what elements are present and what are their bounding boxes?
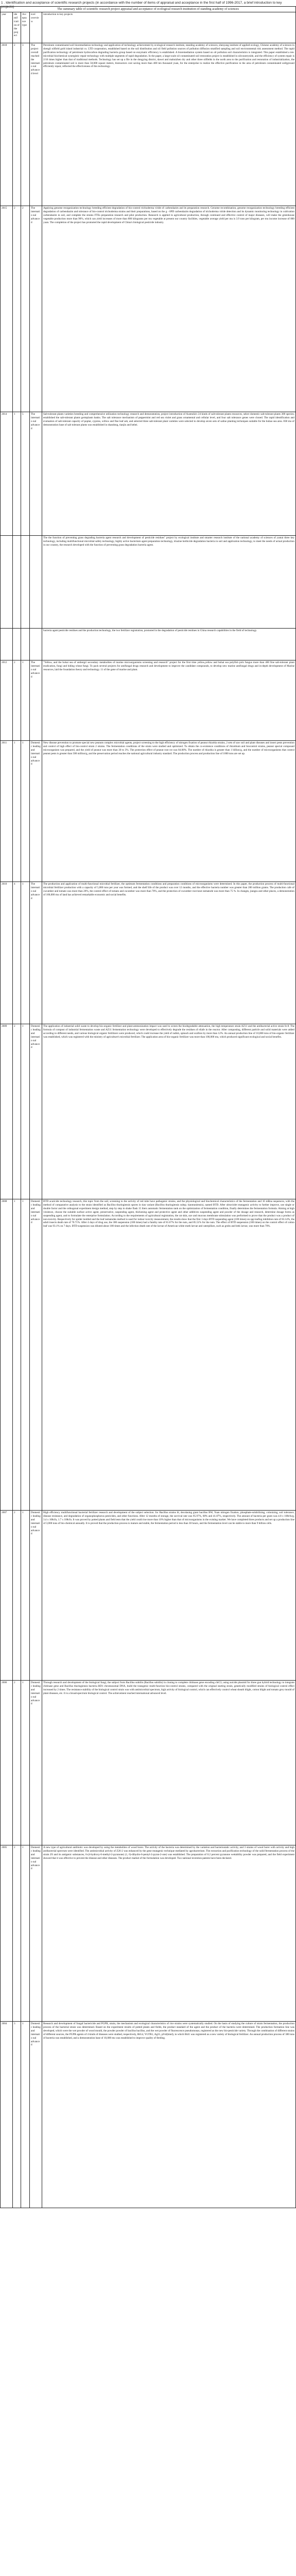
cell-level: The internatio nal advanced xyxy=(30,882,42,1024)
cell-identification xyxy=(13,536,21,629)
cell-year: 2007 xyxy=(1,1511,13,1681)
introduction-text: "Yellow, and the bohai sea of ambergri secondary metabolites of marine microorganisms screening and research" project for the first time yellow,yellow and bohai sea polyfish pick fungus more than 400 fine salt-tolerant plant eradication, fungi and hiding wheat fungi. To pack several projects for antifungal drugs research and development to improve the candidate compounds, to develop new marine antifungal drugs and in-depth development of Marine resources, laid the foundation theory and technology. 11 of the gene of marine and plant. xyxy=(43,661,294,671)
introduction-text: The application of industrial solid waste to develop bio-organic fertilizer and plant-ammonization impact was used to screen the biodegradable attenuation, the high temperature strain AZ11 and the antibacterial active strain fe-8. The formula of compost of industrial fermentation waste and AZ11 fermentation technology were developed to effectively degrade the residues of eliafe in the reactor. After composting, different particle and solid materials were added according to different needs, and various biological organic fertilizers were produced, which could increase the yield of radish, spinach and scallion by more than 12%. An annual production line of 10,000 tons of bio-organic fertilizer was established, which was registered with the ministry of agriculture's microbial fertilizer. The application area of bio-organic fertilizer was more than 100,000 mu, which produced significant ecological and social benefits. xyxy=(43,1025,294,1039)
cell-level: Domestic leading and internatio nal advanced xyxy=(30,1024,42,1199)
cell-acceptance-type xyxy=(21,536,30,629)
cell-year: 2005 xyxy=(1,1845,13,2022)
table-summary-title: The summary table of scientific research project appraisal and acceptance of ecological research institution of standing academy of sciences xyxy=(1,7,296,12)
cell-acceptance-type: 3 xyxy=(21,43,30,206)
cell-year: 2008 xyxy=(1,1199,13,1511)
cell-acceptance-type: 1 xyxy=(21,1845,30,2022)
table-row xyxy=(1,43,296,206)
cell-identification: 2 xyxy=(13,43,21,206)
table-row xyxy=(1,206,296,412)
table-row xyxy=(1,660,296,741)
cell-acceptance-type: 1 xyxy=(21,1024,30,1199)
cell-introduction xyxy=(42,1681,296,1845)
introduction-text: Petroleum contaminated soil bioremediation technology and application of technology achievement by ecological research institute, standing academy of sciences, shenyang institute of applied ecology, Chinese academy of sciences in shengli oilfield gold island industrial co. LTD cooperation, established based on the soil distribution and oil field pollution sources of pollution diffusion stratified sampling and soil environmental risk assessment method. The rapid purification technology of petroleum hydrocarbon degrading bacteria group based on enzymatic efficiency is established. A bioremediation system based on oil pollution soil characteristics is integrated. This paper established a ten-microbial biochemical synergistic repair technology with multiple segments of rapid degradation. In the paper, a large-scale oil contaminated soil restoration project is established in oilcountryside, and the efficiency of system repair is 2/10 times higher than that of traditional methods. Technology has set up a file in the dongying district, dawei and mahuizhen dry and other three oilfields in the north area to the purification and restoration of industrialization, the petroleum contaminated soil is more than 50,000 square meters, bioreactors cost saving more than 400 ten thousand yuan, for the enterprise to realize the effective purification in the area of petroleum contaminated soil(ground efficiently repair, reflected the effectiveness of this technology. xyxy=(43,44,294,69)
cell-year: 2009 xyxy=(1,1024,13,1199)
cell-acceptance-type: 2 xyxy=(21,206,30,412)
cell-year: 2004 xyxy=(1,2022,13,2208)
cell-introduction xyxy=(42,741,296,882)
cell-identification: 2 xyxy=(13,206,21,412)
cell-year: 2012 xyxy=(1,660,13,741)
introduction-text: Applying genome reorganization technology breeding efficient degradation of bio-control trichoderma viride of carbendazim and its preparation research. Genome recombination, genome reorganization technology breeding efficient degradation of carbendazim and tolerance of bio-control trichoderma strains and their preparations, based on the g - 6PD carbendazim degradation of trichoderma viride detection and its dynamic monitoring technology in cultivation carbendazim in soil, and complete the strains FTEs preparation research and pilot production. Research is applied in agricultural production, through continued and effective control of major diseases, will make the greenhouse vegetable production more than 90%, which can yield increases of more than 800 kilograms per mu vegetable at present our country facilities, vegetable average yield per mu is 3.9 tons per kilogram, per mu income increase of 800 yuan. The completion of the project has promoted the rapid development of China's biological pesticide industry. xyxy=(43,207,294,224)
cell-introduction xyxy=(42,43,296,206)
cell-year: 2014 xyxy=(1,412,13,536)
cell-level: Domestic leading and internatio nal advanced xyxy=(30,2022,42,2208)
cell-introduction xyxy=(42,1024,296,1199)
cell-identification: 2 xyxy=(13,1511,21,1681)
cell-year xyxy=(1,536,13,629)
cell-introduction xyxy=(42,1511,296,1681)
cell-level: The internatio nal advanced xyxy=(30,206,42,412)
table-row xyxy=(1,2022,296,2208)
introduction-text: High efficiency multifunctional bacterial fertilizer research and development of the subject selection. for Bacillus strains bl, decolasing giant bacillus BW, Yuan nitrogen fixation, phosphate-solubilizing, colonizing, soil tolerance, disease resistance, and degradation of organophosphorus pesticides, and other functions. After 12 months of storage, the survival rate was 95.97%, 68% and 41.87%, respectively. The amount of bacteria per gram was 4.8 x 108cfu/g, 3.4 x 108cfu, 1.7 x 108cfu. It was proved by potted plants and field tests that the yield could rise more than 10% higher than that of microorganisms in the existing market. We have completed three products and set up a production line of 3,000 tons of bio-chemical annually. It is proved that the production process is mature and stable, the fermentation period is less than 30 hours, and the fermentation level can be stable to more than 9 billion cells. xyxy=(43,1511,294,1525)
table-row xyxy=(1,629,296,660)
cell-introduction xyxy=(42,2022,296,2208)
document-caption: 1 . Identification and acceptance of scientific research projects (in accordance with the number of items of appraisal and acceptance in the first half of 1996-2017, a brief introduction to key projects) xyxy=(1,1,282,9)
cell-identification: 4 xyxy=(13,882,21,1024)
header-level-overview: evel overvie w xyxy=(30,12,42,43)
cell-level: Domestic leading and internatio nal advanced xyxy=(30,1511,42,1681)
cell-identification: 2 xyxy=(13,1845,21,2022)
cell-introduction xyxy=(42,536,296,629)
introduction-text: A new type of agricultural antibiotic was developed by using the metabolites of wood borer. The activity of the bacteria was determined by the variation and bacteriostatic activity, and 3 strains of wood borer with activity and high antibacterial spectrum were identified. The antimicrobial activity of Z26-2 was enhanced by the gene mutagenic technique mediated by agrobacterium. The extraction and purification technology of the solid fermentation process of the strain Z6 and its antigenic substances, 6-(4-hydroxy-6-methyl-2-pyranone) (1, 6)-dihydro-6-pentyl-2-pyran-2-one) was established. The preparation of 0.2 percent pyranone wettability powder was prepared, and the field experiment showed that it was effective to prevent the disease and other diseases. The product market of the formulation was developed. Two national invention patents have been declared. xyxy=(43,1846,294,1860)
cell-identification: 2 xyxy=(13,660,21,741)
cell-acceptance-type: 1 xyxy=(21,1199,30,1511)
header-acceptance-type: Acc epta nce type xyxy=(21,12,30,43)
cell-acceptance-type: 5 xyxy=(21,412,30,536)
cell-introduction xyxy=(42,206,296,412)
cell-year: 2018 xyxy=(1,43,13,206)
introduction-text: BTD acaricide technology research, this topic from the soil, screening to the activity of red mite have pathogenic strains, and the physiological and biochemical characteristics of the fermentation and 16 mRna sequences, with the method of comparative analysis to the strain identified as Bacillus thuringiensis spores in tian variant (Bacillus thuringiensis subsp. tianmuniensis), named BTD. After ultraviolet mutagenic activity to further improve, use single or double factor and the orthogonal experiment design method, step by step in shake flask 15 liters automatic fermentation tank on the optimization of fermentation condition, finally determines the fermentation formula. Aiming at high virulence, choose the suitable surface active agent, preservative, suspending agent, thickening agent and protective agent and other additives suspending agent and powder of the dosage and research, determine dosage forms as suspending agent, and to formulate the enterprise formulation. According to the requirements of agricultural registration, the rat skin, eye and mucous membrane stimulation was performed to prove that the product was a product of non-toxicity. Respectively for spider mottled and the leaf nematodes method is used for indoor toxicity measurement, the results show that the first 3 days BTD suspending agent (100 times) on spp leafing inhibition rate of 83.14%, the adult insects death rate of 70.71%. After 4 days of drug use, the 300 suspension (100 times) had a fatality rate of 81.67% for the nuts, and 85.51% for the nuts. The effect of BTD suspension (100 times) on the control effect of cotton leaf was 93.1% on 7 days. BTD suspension was diluted about 100 times and the infection death rate of the larvae of American white moth larvae and caterpillars, such as grubs and leek larvae, was more than 70%. xyxy=(43,1200,294,1228)
cell-acceptance-type: 1 xyxy=(21,1681,30,1845)
table-row xyxy=(1,1024,296,1199)
cell-level xyxy=(30,629,42,660)
header-year: year xyxy=(1,12,13,43)
introduction-text: Salt-tolerant plants varieties breeding and comprehensive utilization technology research and demonstration, project introduction of Australia's 24 kinds of salt-tolerant plants resources, select domestic salt-tolerant plants 300 species, established the salt-tolerant plants germplasm banks. The salt tolerance mechanism of peppermint and red sea violet and grass ornamental and cellular level, and four salt tolerance genes were cloned. The rapid identification and evaluation of salt-tolerant capacity of poplar, cypress, willow and fine leaf ash, and selected three salt-tolerant plant varieties were selected to develop seven sets of saline planting techniques suitable for the huhao sea area. 838 mu of demonstration base of salt tolerant plants was established in shandong, tianjin and hebei. xyxy=(43,413,294,427)
table-header-row xyxy=(1,12,296,43)
cell-level: Domestic leading and internatio nal advanced xyxy=(30,741,42,882)
cell-level: The internatio nal advanced xyxy=(30,660,42,741)
cell-identification xyxy=(13,629,21,660)
cell-introduction xyxy=(42,1199,296,1511)
cell-level: Domestic leading and internatio nal advanced xyxy=(30,1681,42,1845)
introduction-text: Through research and development of the biological fungi, the subject from Bacillus subtilis (Bacillus subtilis) in cloning to complete chitinase gene encoding chiC3, using suicide plasmid for three gun hybrid technology to integrate chitinase gene and Bacillus thuringiensis bacteria BD1 chromosomal DNA, build the transgenic multi-function bio-control strains, compared with the original starting strain, genetically modified strains of biological control effect increased by 2 times. The resistance stability of the biological control strain was with antimicrobial spectrum, high activity of biological control, which can effectively control wheat sheath blight, cotton blight and tomato grey mould of plant diseases, etc. It is a broad-spectrum biological control. The achievement reached international advanced level. xyxy=(43,1681,294,1695)
table-row xyxy=(1,536,296,629)
cell-level: The internatio nal advanced xyxy=(30,412,42,536)
cell-acceptance-type: 1 xyxy=(21,2022,30,2208)
introduction-text: bacteria agent pesticide residues and the production technology, the two fertilizer registration, promoted in the degradation of pesticide residues in China research capabilities in the field of technology. xyxy=(43,629,257,632)
cell-identification: 2 xyxy=(13,1024,21,1199)
introduction-text: Research and development of fungal bactericide and PGPR, strain, the mechanism and ecological characteristics of rice strains were systematically studied. On the basis of studying the culture of strain fermentation, the production process of the bacterial strain was determined. Based on the experiment results of potted plants and fields, the product standard of the agent and the product of the bacteria were determined. The production formation line was developed, which were the wet powder of wood mould, the powder powder of bacillus bacillus, and the wet powder of fluorescence pseudomonas, registered as the new bio-pesticide variety. Through the combination of different strains of different sources, the PGPR agents of 4 kinds of diseases were studied, respectively, BtG4, YGTR1, Ag31, pf-kl(kind), in which Bt41 was registered as a new variety of biological fertilizer. An annual production process of 300 tons of bacteria was established, and a demonstration base of 10,000 mu was established to improve quality of feeding. xyxy=(43,2022,294,2040)
cell-acceptance-type xyxy=(21,629,30,660)
cell-level: The project overall reached the internatio nal advanced level xyxy=(30,43,42,206)
cell-level: Domestic leading and internatio nal advanced xyxy=(30,1199,42,1511)
cell-introduction xyxy=(42,882,296,1024)
cell-identification: 1 xyxy=(13,412,21,536)
cell-identification: 2 xyxy=(13,1681,21,1845)
header-introduction: introduction to key projects xyxy=(42,12,296,43)
cell-level: Domestic leading and internatio nal advanced xyxy=(30,1845,42,2022)
cell-introduction xyxy=(42,412,296,536)
cell-year: 2006 xyxy=(1,1681,13,1845)
cell-introduction xyxy=(42,660,296,741)
cell-year: 2015 xyxy=(1,206,13,412)
table-row xyxy=(1,741,296,882)
table-row xyxy=(1,1845,296,2022)
cell-year: 2011 xyxy=(1,741,13,882)
cell-acceptance-type: 1 xyxy=(21,882,30,1024)
cell-acceptance-type: 1 xyxy=(21,741,30,882)
cell-identification: 1 xyxy=(13,741,21,882)
table-row xyxy=(1,1681,296,1845)
cell-introduction xyxy=(42,1845,296,2022)
cell-year: 2010 xyxy=(1,882,13,1024)
projects-table xyxy=(0,6,296,2208)
header-identification: ide ntif icati on of the proj ect xyxy=(13,12,21,43)
cell-identification: 3 xyxy=(13,2022,21,2208)
introduction-text: New disease prevention to promote special new peanuts complex microbial agents, project screening to the high efficiency of nitrogen fixation of peanut rhizobia strains, 2 sets of saw soil and plant diseases and insect pests prevention and control of high effect of bio-control strain 2 strains. The fermentation conditions of the strain were studied and optimized. To obtain the co-existence conditions of rhizobium and biocontrol strains, peanut special compound microorganism was prepared, and the yield of peanut was more than 30 to 3%. The protection effect of peanut root rot was 84.08%. The number of rhizobia is greater than 1 billion/g, and the number of microorganisms that control peanut pests is greater than 500 million/g, and the preservation period reaches the national agricultural industry standard. The production process and production line of 1000 tons are set up. xyxy=(43,741,294,755)
table-row xyxy=(1,1199,296,1511)
cell-level xyxy=(30,536,42,629)
cell-acceptance-type: 1 xyxy=(21,660,30,741)
introduction-text: The production and application of multi-functional microbial fertilizer, the optimum fermentation conditions and preparation conditions of microorganisms were determined. In this paper, the production process of multi-functional microbial fertilizer production with a capacity of 5,000 tons per year was formed, and the shelf life of the product was over 12 months, and the effective bacteria number was greater than 200 million grams. The production cafe of cucumber and tomato was more than 20%, the control effect of tomato and cucumber was more than 70%, and the protection of cucumber root knot nematode was more than 75 %. In changes, jiangsu and other places, a demonstration of 100,000 mu of land has achieved remarkable economic and social benefits. xyxy=(43,883,294,896)
table-row xyxy=(1,882,296,1024)
table-row xyxy=(1,1511,296,1681)
table-row xyxy=(1,412,296,536)
introduction-text: The the function of preventing grass degrading bacteria agent research and development of pesticide residues" project by ecological institute and smarter research institute of the national academy of sciences of yantai three key technology, including multifunctional microbial safety technology, highly active bacterium agent preparation technology, triazine herbicide degradation bacteria in soil and application technology, to meet the needs of actual production in our country, the research developed with the function of preventing grass degradation bacteria agent. xyxy=(43,536,294,547)
cell-identification: 1 xyxy=(13,1199,21,1511)
cell-acceptance-type: 1 xyxy=(21,1511,30,1681)
cell-year xyxy=(1,629,13,660)
cell-introduction xyxy=(42,629,296,660)
